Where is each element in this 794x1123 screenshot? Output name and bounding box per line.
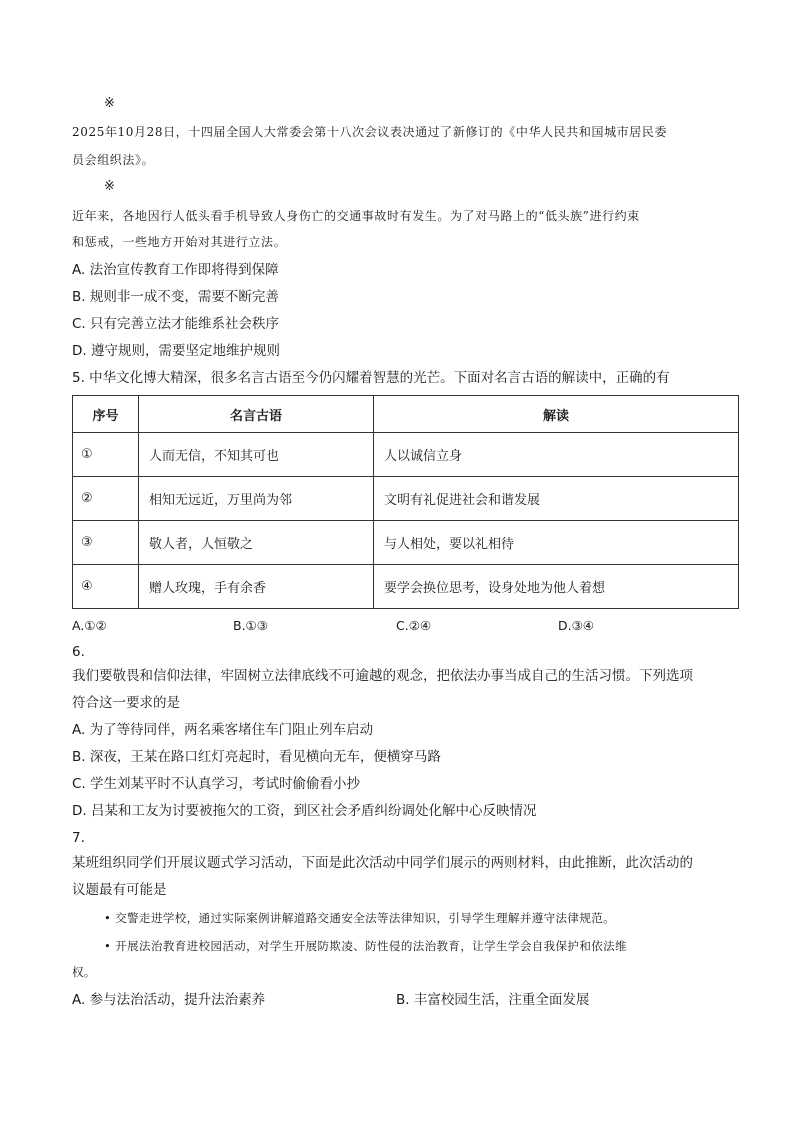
q7-option-b: B. 丰富校园生活，注重全面发展 xyxy=(396,992,590,1008)
q4-option-c: C. 只有完善立法才能维系社会秩序 xyxy=(72,316,280,332)
q6-option-d: D. 吕某和工友为讨要被拖欠的工资，到区社会矛盾纠纷调处化解中心反映情况 xyxy=(72,803,537,819)
table-cell: ③ xyxy=(73,521,139,565)
q4-option-d: D. 遵守规则，需要坚定地维护规则 xyxy=(72,343,280,359)
table-cell: 赠人玫瑰，手有余香 xyxy=(139,565,374,609)
table-cell: ① xyxy=(73,433,139,477)
table-cell: ② xyxy=(73,477,139,521)
table-header-row xyxy=(73,396,739,433)
q7-stem-line-2: 议题最有可能是 xyxy=(72,882,167,898)
table-row xyxy=(73,521,739,565)
q7-material-2-line-1: • 开展法治教育进校园活动，对学生开展防欺凌、防性侵的法治教育，让学生学会自我保护和依法维 xyxy=(104,939,627,953)
q7-stem-line-1: 某班组织同学们开展议题式学习活动，下面是此次活动中同学们展示的两则材料，由此推断，此次活动的 xyxy=(72,855,693,871)
table-header: 名言古语 xyxy=(139,396,374,433)
q6-option-b: B. 深夜，王某在路口红灯亮起时，看见横向无车，便横穿马路 xyxy=(72,749,441,765)
news-item-2-line-1: 近年来，各地因行人低头看手机导致人身伤亡的交通事故时有发生。为了对马路上的“低头族”进行约束 xyxy=(72,209,640,223)
q7-material-1: • 交警走进学校，通过实际案例讲解道路交通安全法等法律知识，引导学生理解并遵守法律规范。 xyxy=(104,911,616,925)
table-cell: ④ xyxy=(73,565,139,609)
table-cell: 人而无信，不知其可也 xyxy=(139,433,374,477)
table-cell: 要学会换位思考，设身处地为他人着想 xyxy=(374,565,739,609)
table-row xyxy=(73,477,739,521)
table-cell: 与人相处，要以礼相待 xyxy=(374,521,739,565)
table-cell: 敬人者，人恒敬之 xyxy=(139,521,374,565)
quotes-table xyxy=(72,395,739,609)
q7-material-2-line-2: 权。 xyxy=(72,965,96,979)
q7-number: 7. xyxy=(72,830,85,846)
q5-stem: 5. 中华文化博大精深，很多名言古语至今仍闪耀着智慧的光芒。下面对名言古语的解读中，正确的有 xyxy=(72,370,670,386)
q4-option-b: B. 规则非一成不变，需要不断完善 xyxy=(72,289,279,305)
reference-mark: ※ xyxy=(104,179,115,194)
table-cell: 人以诚信立身 xyxy=(374,433,739,477)
q6-number: 6. xyxy=(72,644,85,660)
table-cell: 文明有礼促进社会和谐发展 xyxy=(374,477,739,521)
news-item-2-line-2: 和惩戒，一些地方开始对其进行立法。 xyxy=(72,235,287,249)
q6-option-a: A. 为了等待同伴，两名乘客堵住车门阻止列车启动 xyxy=(72,722,374,738)
news-item-1-line-2: 员会组织法》。 xyxy=(72,153,155,167)
q6-stem-line-1: 我们要敬畏和信仰法律，牢固树立法律底线不可逾越的观念，把依法办事当成自己的生活习惯。下列选项 xyxy=(72,668,693,684)
q5-option-a: A.①② xyxy=(72,618,107,633)
table-header: 序号 xyxy=(73,396,139,433)
q5-option-d: D.③④ xyxy=(558,618,595,633)
q5-option-c: C.②④ xyxy=(396,618,432,633)
q4-option-a: A. 法治宣传教育工作即将得到保障 xyxy=(72,262,279,278)
reference-mark: ※ xyxy=(104,96,115,111)
q7-option-a: A. 参与法治活动，提升法治素养 xyxy=(72,992,266,1008)
table-cell: 相知无远近，万里尚为邻 xyxy=(139,477,374,521)
q5-option-b: B.①③ xyxy=(233,618,268,633)
table-header: 解读 xyxy=(374,396,739,433)
news-item-1-line-1: 2025年10月28日，十四届全国人大常委会第十八次会议表决通过了新修订的《中华人民共和国城市居民委 xyxy=(72,125,668,139)
q6-stem-line-2: 符合这一要求的是 xyxy=(72,695,180,711)
table-row xyxy=(73,565,739,609)
table-row xyxy=(73,433,739,477)
q6-option-c: C. 学生刘某平时不认真学习，考试时偷偷看小抄 xyxy=(72,776,361,792)
